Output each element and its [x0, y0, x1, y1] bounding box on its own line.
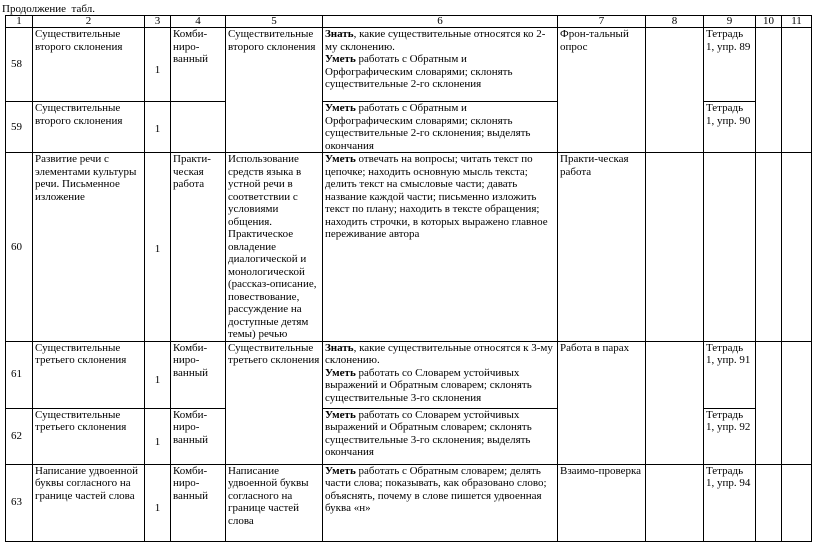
lesson-control: Практи-ческая работа	[558, 153, 646, 342]
lesson-number: 63	[6, 464, 33, 541]
lesson-topic: Написание удвоенной буквы согласного на границе частей слова	[33, 464, 145, 541]
lesson-type	[171, 102, 226, 153]
table-row	[6, 341, 812, 408]
column-number: 9	[704, 16, 756, 28]
lesson-col11	[782, 102, 812, 153]
lesson-homework	[704, 153, 756, 342]
table-row	[6, 153, 812, 342]
lesson-requirements: Уметь работать со Словарем устойчивых выражений и Обратным словарем; склонять существительные 3-го склонения; выделять окончания	[323, 408, 558, 464]
lesson-requirements: Уметь работать с Обратным и Орфографическим словарями; склонять существительные 2-го склонения; выделять окончания	[323, 102, 558, 153]
lesson-control	[558, 408, 646, 464]
column-number: 10	[756, 16, 782, 28]
lesson-hours: 1	[145, 341, 171, 408]
lesson-topic: Существительные третьего склонения	[33, 341, 145, 408]
lesson-number: 59	[6, 102, 33, 153]
lesson-col10	[756, 464, 782, 541]
lesson-col8	[646, 408, 704, 464]
lesson-col11	[782, 464, 812, 541]
table-row	[6, 102, 812, 153]
lesson-content: Существительные второго склонения	[226, 28, 323, 102]
lesson-number: 60	[6, 153, 33, 342]
lesson-number: 62	[6, 408, 33, 464]
lesson-type: Комби-ниро-ванный	[171, 341, 226, 408]
lesson-type: Комби-ниро-ванный	[171, 464, 226, 541]
lesson-control: Взаимо-проверка	[558, 464, 646, 541]
lesson-col8	[646, 464, 704, 541]
table-row	[6, 464, 812, 541]
lesson-col8	[646, 341, 704, 408]
column-number: 1	[6, 16, 33, 28]
lesson-requirements: Знать, какие существительные относятся к 3-му склонению. Уметь работать со Словарем устойчивых выражений и Обратным словарем; склонять существительные 3-го склонения	[323, 341, 558, 408]
table-caption: Продолжение табл.	[2, 3, 95, 15]
lesson-type: Практи-ческая работа	[171, 153, 226, 342]
lesson-hours: 1	[145, 153, 171, 342]
lesson-col10	[756, 102, 782, 153]
lesson-col11	[782, 153, 812, 342]
lesson-requirements: Знать, какие существительные относятся ко 2-му склонению. Уметь работать с Обратным и Орфографическим словарями; склонять существительные 2-го склонения	[323, 28, 558, 102]
lesson-topic: Существительные второго склонения	[33, 102, 145, 153]
lesson-content: Использование средств языка в устной речи в соответствии с условиями общения. Практическое овладение диалогической и монологической (рассказ-описание, повествование, рассуждение на доступные детям темы) речью	[226, 153, 323, 342]
lesson-hours: 1	[145, 102, 171, 153]
lesson-plan-table	[5, 15, 812, 542]
lesson-col10	[756, 153, 782, 342]
column-number: 8	[646, 16, 704, 28]
table-row	[6, 408, 812, 464]
lesson-hours: 1	[145, 464, 171, 541]
column-number-row	[6, 16, 812, 28]
lesson-col11	[782, 408, 812, 464]
lesson-homework: Тетрадь 1, упр. 89	[704, 28, 756, 102]
lesson-col11	[782, 341, 812, 408]
column-number: 6	[323, 16, 558, 28]
lesson-control: Работа в парах	[558, 341, 646, 408]
column-number: 7	[558, 16, 646, 28]
lesson-requirements: Уметь работать с Обратным словарем; делять части слова; показывать, как образовано слово; объяснять, почему в слове пишется удвоенная буква «н»	[323, 464, 558, 541]
lesson-control: Фрон-тальный опрос	[558, 28, 646, 102]
lesson-topic: Развитие речи с элементами культуры речи. Письменное изложение	[33, 153, 145, 342]
column-number: 5	[226, 16, 323, 28]
lesson-content: Написание удвоенной буквы согласного на границе частей слова	[226, 464, 323, 541]
lesson-col11	[782, 28, 812, 102]
lesson-col10	[756, 408, 782, 464]
lesson-homework: Тетрадь 1, упр. 92	[704, 408, 756, 464]
lesson-number: 58	[6, 28, 33, 102]
lesson-hours: 1	[145, 408, 171, 464]
column-number: 2	[33, 16, 145, 28]
lesson-content	[226, 102, 323, 153]
lesson-content	[226, 408, 323, 464]
lesson-topic: Существительные третьего склонения	[33, 408, 145, 464]
column-number: 11	[782, 16, 812, 28]
lesson-homework: Тетрадь 1, упр. 91	[704, 341, 756, 408]
lesson-col10	[756, 341, 782, 408]
lesson-hours: 1	[145, 28, 171, 102]
lesson-topic: Существительные второго склонения	[33, 28, 145, 102]
lesson-col8	[646, 28, 704, 102]
lesson-number: 61	[6, 341, 33, 408]
column-number: 4	[171, 16, 226, 28]
column-number: 3	[145, 16, 171, 28]
lesson-type: Комби-ниро-ванный	[171, 28, 226, 102]
lesson-homework: Тетрадь 1, упр. 94	[704, 464, 756, 541]
lesson-control	[558, 102, 646, 153]
lesson-type: Комби-ниро-ванный	[171, 408, 226, 464]
table-row	[6, 28, 812, 102]
lesson-requirements: Уметь отвечать на вопросы; читать текст по цепочке; находить основную мысль текста; делить текст на смысловые части; давать название каждой части; письменно изложить текст по плану; находить в тексте обращения; находить строчки, в которых выражено главное переживание автора	[323, 153, 558, 342]
lesson-col10	[756, 28, 782, 102]
lesson-col8	[646, 153, 704, 342]
lesson-content: Существительные третьего склонения	[226, 341, 323, 408]
lesson-col8	[646, 102, 704, 153]
lesson-homework: Тетрадь 1, упр. 90	[704, 102, 756, 153]
